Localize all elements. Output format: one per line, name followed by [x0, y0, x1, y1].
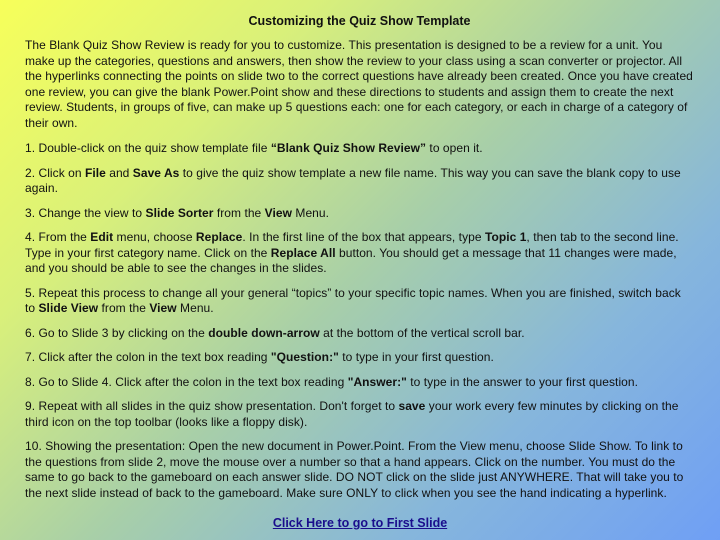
first-slide-link[interactable]: Click Here to go to First Slide — [272, 516, 448, 530]
step-3 — [25, 206, 694, 222]
step-4 — [25, 230, 694, 277]
step-8-text-end: to type in the answer to your first question. — [406, 374, 638, 389]
step-8-answer-label: "Answer:" — [347, 374, 407, 389]
step-6-text: 6. Go to Slide 3 by clicking on the — [25, 325, 209, 340]
step-2-text-end: to give the quiz show template a new file name. This way you can save the blank copy to use again. — [25, 165, 681, 195]
step-6 — [25, 326, 694, 342]
step-9-text: 9. Repeat with all slides in the quiz show presentation. Don't forget to — [25, 399, 399, 413]
step-5-text-end: Menu. — [176, 301, 214, 315]
step-3-view-menu: View — [264, 205, 293, 220]
step-6-text-end: at the bottom of the vertical scroll bar. — [319, 325, 525, 340]
step-1-filename: “Blank Quiz Show Review” — [270, 141, 427, 155]
step-7-text: 7. Click after the colon in the text box reading — [25, 350, 271, 364]
step-5-text: 5. Repeat this process to change all your general “topics” to your specific topic names. When you are finished, switch back to — [25, 285, 681, 315]
step-3-text-end: Menu. — [292, 205, 330, 220]
step-9-save: save — [398, 399, 426, 413]
step-5-text-mid: from the — [98, 301, 150, 315]
step-7-question-label: "Question:" — [270, 350, 339, 364]
step-4-edit-menu: Edit — [90, 230, 114, 244]
step-3-text: 3. Change the view to — [25, 205, 146, 220]
step-4-text-end: button. You should get a message that 11 changes were made, and you should be able to see the changes in the slides. — [25, 245, 677, 275]
step-1 — [25, 141, 694, 157]
step-5 — [25, 286, 694, 317]
step-6-double-down-arrow: double down-arrow — [208, 325, 320, 340]
step-5-view-menu: View — [149, 301, 177, 315]
intro-paragraph: The Blank Quiz Show Review is ready for you to customize. This presentation is designed to be a review for a unit. You make up the categories, questions and answers, then show the review to your class using a scan converter or projector. All the hyperlinks connecting the points on slide two to the correct questions have already been created. Once you have created one review, you can give the blank Power.Point show and these directions to students and assign them to create the next review. Students, in groups of five, can make up 5 questions each: one for each category, or each in charge of a category of their own. — [25, 38, 693, 130]
step-2 — [25, 166, 694, 197]
step-3-slide-sorter: Slide Sorter — [145, 205, 214, 220]
step-8 — [25, 375, 694, 391]
step-2-file-menu: File — [84, 165, 106, 180]
step-4-text-2: menu, choose — [113, 230, 196, 244]
step-5-slide-view: Slide View — [38, 301, 99, 315]
step-3-text-mid: from the — [213, 205, 265, 220]
step-8-text: 8. Go to Slide 4. Click after the colon in the text box reading — [25, 374, 348, 389]
step-7 — [25, 350, 694, 366]
step-4-replace-all: Replace All — [270, 245, 336, 260]
step-10: 10. Showing the presentation: Open the new document in Power.Point. From the View menu, choose Slide Show. To link to the questions from slide 2, move the mouse over a number so that a hand appears. Click on the number. You must do the same to go back to the gameboard on each answer slide. DO NOT click on the slide just ANYWHERE. That will take you to the next slide instead of back to the gameboard. Make sure ONLY to click when you see the hand indicating a hyperlink. — [25, 439, 684, 500]
step-9 — [25, 399, 694, 430]
step-4-text-3: . In the first line of the box that appears, type — [242, 230, 485, 244]
slide-title: Customizing the Quiz Show Template — [248, 14, 471, 28]
step-7-text-end: to type in your first question. — [338, 350, 494, 364]
step-4-topic-1: Topic 1 — [484, 230, 527, 244]
step-2-text: 2. Click on — [25, 165, 85, 180]
step-9-text-end: your work every few minutes by clicking on the third icon on the top toolbar (looks like a floppy disk). — [25, 399, 679, 429]
step-1-text: 1. Double-click on the quiz show template file — [25, 141, 271, 155]
step-4-text-4: , then tab to the second line. Type in your first category name. Click on the — [25, 230, 679, 260]
step-2-save-as: Save As — [132, 165, 180, 180]
step-4-replace: Replace — [195, 230, 243, 244]
step-1-text-end: to open it. — [426, 141, 483, 155]
step-2-text-mid: and — [105, 165, 133, 180]
step-4-text: 4. From the — [25, 230, 91, 244]
